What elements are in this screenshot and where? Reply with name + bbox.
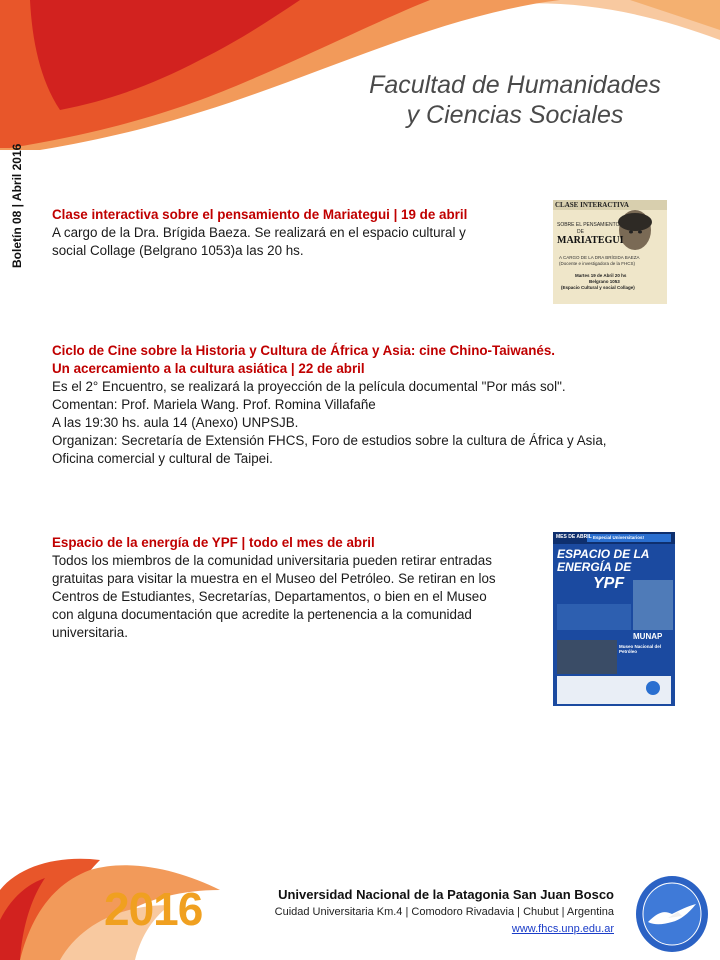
- news-item-title: [52, 534, 552, 552]
- bulletin-side-label: Boletín 08 | Abril 2016: [10, 143, 24, 268]
- body-line: A cargo de la Dra. Brígida Baeza. Se realizará en el espacio cultural y: [52, 225, 466, 240]
- university-seal-icon: [634, 874, 710, 954]
- body-line: Centros de Estudiantes, Secretarías, Departamentos, o bien en el Museo: [52, 589, 487, 604]
- news-item-body: [52, 378, 672, 468]
- news-item-ypf-energia: [52, 534, 552, 642]
- poster1-line5: Martes 19 de Abril 20 hs: [575, 273, 627, 278]
- news-item-title: [52, 342, 672, 378]
- body-line: Organizan: Secretaría de Extensión FHCS, Foro de estudios sobre la cultura de África y Asia,: [52, 433, 607, 448]
- news-item-title: [52, 206, 522, 224]
- footer-university-block: [228, 886, 614, 938]
- faculty-title-line2: y Ciencias Sociales: [406, 101, 624, 129]
- mariategui-poster-image: [553, 200, 667, 304]
- poster1-line7: (Espacio Cultural y social Collage): [561, 285, 635, 290]
- faculty-website-link[interactable]: www.fhcs.unp.edu.ar: [511, 923, 614, 935]
- poster1-line1: SOBRE EL PENSAMIENTO: [557, 222, 620, 228]
- footer-year: 2016: [104, 883, 203, 935]
- news-item-body: [52, 224, 522, 260]
- news-item-body: [52, 552, 552, 642]
- university-name: Universidad Nacional de la Patagonia San Juan Bosco: [278, 887, 614, 902]
- poster2-museum-short: MUNAP: [633, 632, 663, 641]
- ypf-poster-image: [553, 532, 675, 706]
- body-line: social Collage (Belgrano 1053)a las 20 hs.: [52, 243, 304, 258]
- poster2-tag1: MES DE ABRIL: [556, 534, 592, 540]
- poster1-line4: (Docente e investigadora de la FHCS): [559, 261, 636, 266]
- title-line: Espacio de la energía de YPF | todo el mes de abril: [52, 535, 375, 550]
- news-item-mariategui: [52, 206, 522, 260]
- faculty-title: [330, 70, 700, 130]
- body-line: Es el 2° Encuentro, se realizará la proyección de la película documental "Por más sol".: [52, 379, 566, 394]
- title-line: Clase interactiva sobre el pensamiento de Mariategui | 19 de abril: [52, 207, 468, 222]
- poster2-brand: YPF: [593, 575, 625, 592]
- poster1-line2: DE: [577, 229, 584, 235]
- poster1-line3: A CARGO DE LA DRA BRÍGIDA BAEZA: [559, 255, 640, 260]
- title-line: Un acercamiento a la cultura asiática | 22 de abril: [52, 361, 365, 376]
- body-line: Comentan: Prof. Mariela Wang. Prof. Romina Villafañe: [52, 397, 376, 412]
- body-line: universitaria.: [52, 625, 128, 640]
- body-line: A las 19:30 hs. aula 14 (Anexo) UNPSJB.: [52, 415, 299, 430]
- poster1-name: MARIATEGUI: [557, 235, 624, 246]
- body-line: gratuitas para visitar la muestra en el Museo del Petróleo. Se retiran en los: [52, 571, 496, 586]
- poster1-header: CLASE INTERACTIVA: [555, 201, 629, 209]
- university-address: Cuidad Universitaria Km.4 | Comodoro Rivadavia | Chubut | Argentina: [274, 906, 614, 918]
- body-line: con alguna documentación que acredite la pertenencia a la comunidad: [52, 607, 472, 622]
- poster2-title2: ENERGÍA DE: [557, 560, 632, 574]
- poster2-title1: ESPACIO DE LA: [557, 547, 650, 561]
- faculty-title-line1: Facultad de Humanidades: [369, 71, 661, 99]
- title-line: Ciclo de Cine sobre la Historia y Cultura de África y Asia: cine Chino-Taiwanés.: [52, 343, 556, 358]
- poster2-tag2: Especial Universitarios!: [593, 535, 645, 540]
- news-item-cine-ciclo: [52, 342, 672, 468]
- poster2-museum-name: Museo Nacional del Petróleo: [619, 644, 662, 654]
- body-line: Todos los miembros de la comunidad universitaria pueden retirar entradas: [52, 553, 492, 568]
- poster1-line6: Belgrano 1053: [589, 279, 620, 284]
- body-line: Oficina comercial y cultural de Taipei.: [52, 451, 273, 466]
